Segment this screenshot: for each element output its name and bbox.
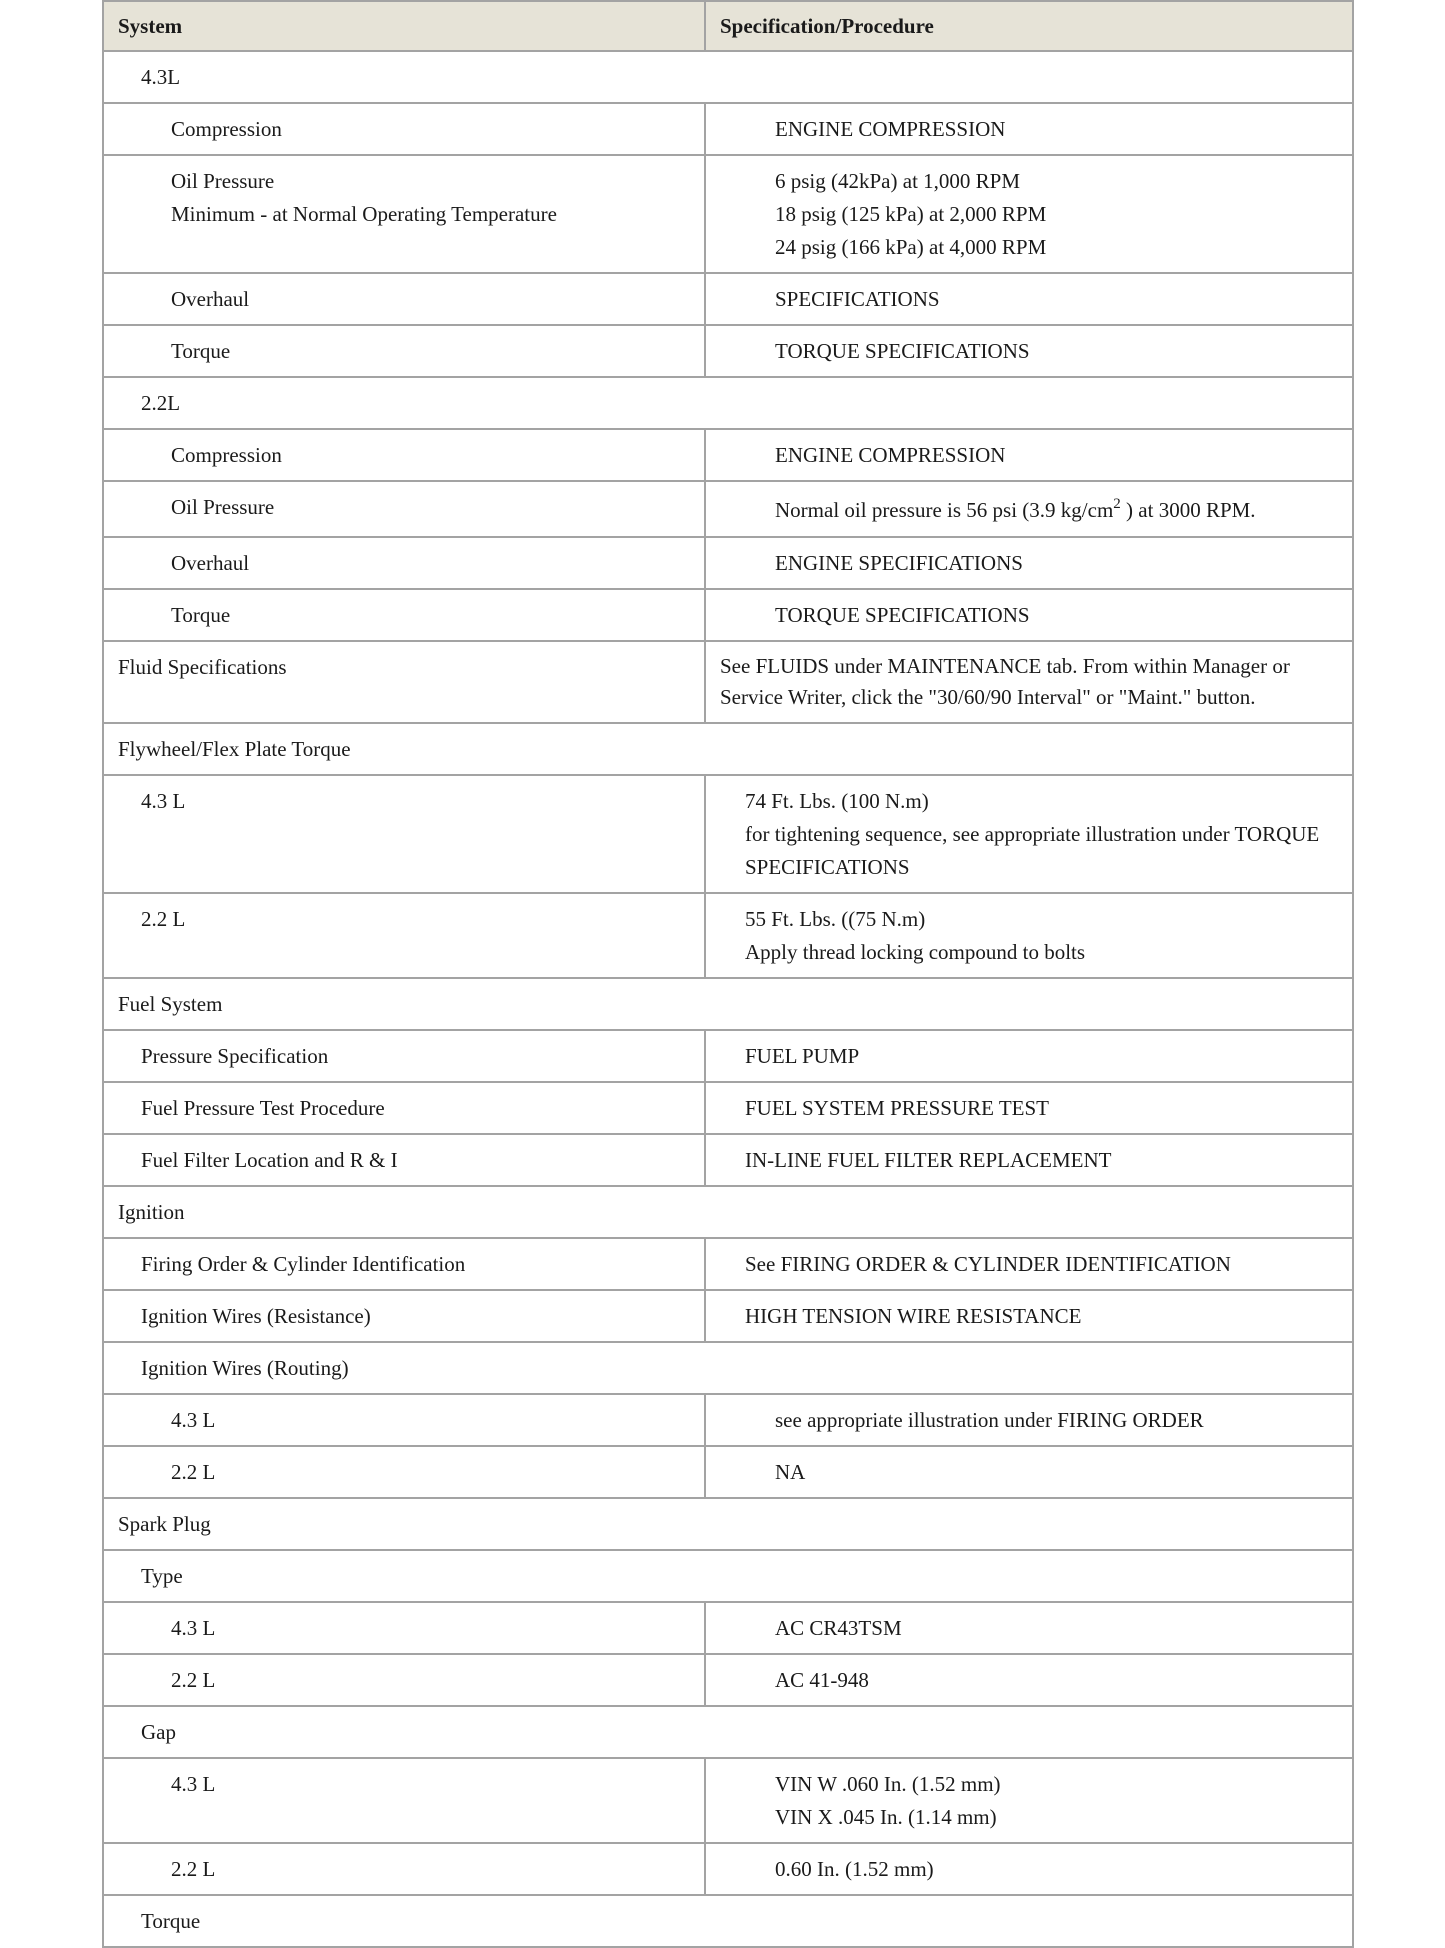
row-spec: SPECIFICATIONS [705, 273, 1353, 325]
table-row [103, 1238, 1353, 1290]
row-label: Torque [103, 589, 705, 641]
row-label: Firing Order & Cylinder Identification [103, 1238, 705, 1290]
row-label: 4.3 L [103, 1758, 705, 1843]
row-label: Compression [103, 429, 705, 481]
table-row [103, 1290, 1353, 1342]
table-row [103, 1082, 1353, 1134]
table-row [103, 1758, 1353, 1843]
table-row [103, 1134, 1353, 1186]
row-spec: see appropriate illustration under FIRING ORDER [705, 1394, 1353, 1446]
row-spec: IN-LINE FUEL FILTER REPLACEMENT [705, 1134, 1353, 1186]
table-row [103, 1030, 1353, 1082]
row-spec: ENGINE COMPRESSION [705, 429, 1353, 481]
row-label: Fuel Pressure Test Procedure [103, 1082, 705, 1134]
table-row [103, 481, 1353, 537]
table-row [103, 723, 1353, 775]
table-row [103, 893, 1353, 978]
row-label: Fuel Filter Location and R & I [103, 1134, 705, 1186]
row-spec: ENGINE SPECIFICATIONS [705, 537, 1353, 589]
table-row [103, 1342, 1353, 1394]
row-spec: TORQUE SPECIFICATIONS [705, 589, 1353, 641]
section-row-label: Ignition Wires (Routing) [103, 1342, 1353, 1394]
table-row [103, 641, 1353, 723]
section-row-label: Gap [103, 1706, 1353, 1758]
table-row [103, 537, 1353, 589]
section-row-label: Type [103, 1550, 1353, 1602]
row-spec: AC CR43TSM [705, 1602, 1353, 1654]
table-row [103, 325, 1353, 377]
row-label: Pressure Specification [103, 1030, 705, 1082]
table-row [103, 1895, 1353, 1947]
row-spec: TORQUE SPECIFICATIONS [705, 325, 1353, 377]
table-row [103, 978, 1353, 1030]
row-label: 2.2 L [103, 1843, 705, 1895]
row-label: 4.3 L [103, 775, 705, 893]
row-spec: 0.60 In. (1.52 mm) [705, 1843, 1353, 1895]
row-spec: HIGH TENSION WIRE RESISTANCE [705, 1290, 1353, 1342]
table-header-row [103, 1, 1353, 51]
row-label: Oil Pressure [103, 481, 705, 537]
table-row [103, 1706, 1353, 1758]
row-spec: VIN W .060 In. (1.52 mm) VIN X .045 In. (1.14 mm) [705, 1758, 1353, 1843]
column-header-spec: Specification/Procedure [705, 1, 1353, 51]
section-row-label: Torque [103, 1895, 1353, 1947]
row-spec: ENGINE COMPRESSION [705, 103, 1353, 155]
row-spec: FUEL SYSTEM PRESSURE TEST [705, 1082, 1353, 1134]
table-row [103, 1843, 1353, 1895]
row-label: 2.2 L [103, 1654, 705, 1706]
row-spec: See FIRING ORDER & CYLINDER IDENTIFICATION [705, 1238, 1353, 1290]
table-row [103, 1654, 1353, 1706]
table-row [103, 273, 1353, 325]
row-label: Overhaul [103, 273, 705, 325]
row-label: 2.2 L [103, 1446, 705, 1498]
section-row-label: Spark Plug [103, 1498, 1353, 1550]
row-label: 4.3 L [103, 1602, 705, 1654]
row-spec: 74 Ft. Lbs. (100 N.m) for tightening sequence, see appropriate illustration under TORQUE SPECIFICATIONS [705, 775, 1353, 893]
row-label: Overhaul [103, 537, 705, 589]
table-row [103, 377, 1353, 429]
row-spec: 55 Ft. Lbs. ((75 N.m) Apply thread locking compound to bolts [705, 893, 1353, 978]
row-label: 4.3 L [103, 1394, 705, 1446]
section-row-label: 2.2L [103, 377, 1353, 429]
row-spec: See FLUIDS under MAINTENANCE tab. From within Manager or Service Writer, click the "30/60/90 Interval" or "Maint." button. [705, 641, 1353, 723]
section-row-label: Fuel System [103, 978, 1353, 1030]
table-row [103, 589, 1353, 641]
table-row [103, 1498, 1353, 1550]
table-row [103, 1446, 1353, 1498]
table-row [103, 1550, 1353, 1602]
table-row [103, 1186, 1353, 1238]
row-spec: FUEL PUMP [705, 1030, 1353, 1082]
table-row [103, 155, 1353, 273]
specifications-table [102, 0, 1354, 1948]
row-label: Oil Pressure Minimum - at Normal Operating Temperature [103, 155, 705, 273]
table-row [103, 103, 1353, 155]
table-row [103, 429, 1353, 481]
column-header-system: System [103, 1, 705, 51]
row-label: Torque [103, 325, 705, 377]
row-spec: Normal oil pressure is 56 psi (3.9 $kg/cm^2$ ) at 3000 RPM. [705, 481, 1353, 537]
row-label: Ignition Wires (Resistance) [103, 1290, 705, 1342]
table-row [103, 1394, 1353, 1446]
row-spec: AC 41-948 [705, 1654, 1353, 1706]
table-row [103, 775, 1353, 893]
row-label: 2.2 L [103, 893, 705, 978]
row-spec: 6 psig (42kPa) at 1,000 RPM 18 psig (125 kPa) at 2,000 RPM 24 psig (166 kPa) at 4,000 RPM [705, 155, 1353, 273]
section-row-label: Ignition [103, 1186, 1353, 1238]
table-row [103, 1602, 1353, 1654]
section-row-label: 4.3L [103, 51, 1353, 103]
row-spec: NA [705, 1446, 1353, 1498]
table-row [103, 51, 1353, 103]
row-label: Fluid Specifications [103, 641, 705, 723]
row-label: Compression [103, 103, 705, 155]
section-row-label: Flywheel/Flex Plate Torque [103, 723, 1353, 775]
